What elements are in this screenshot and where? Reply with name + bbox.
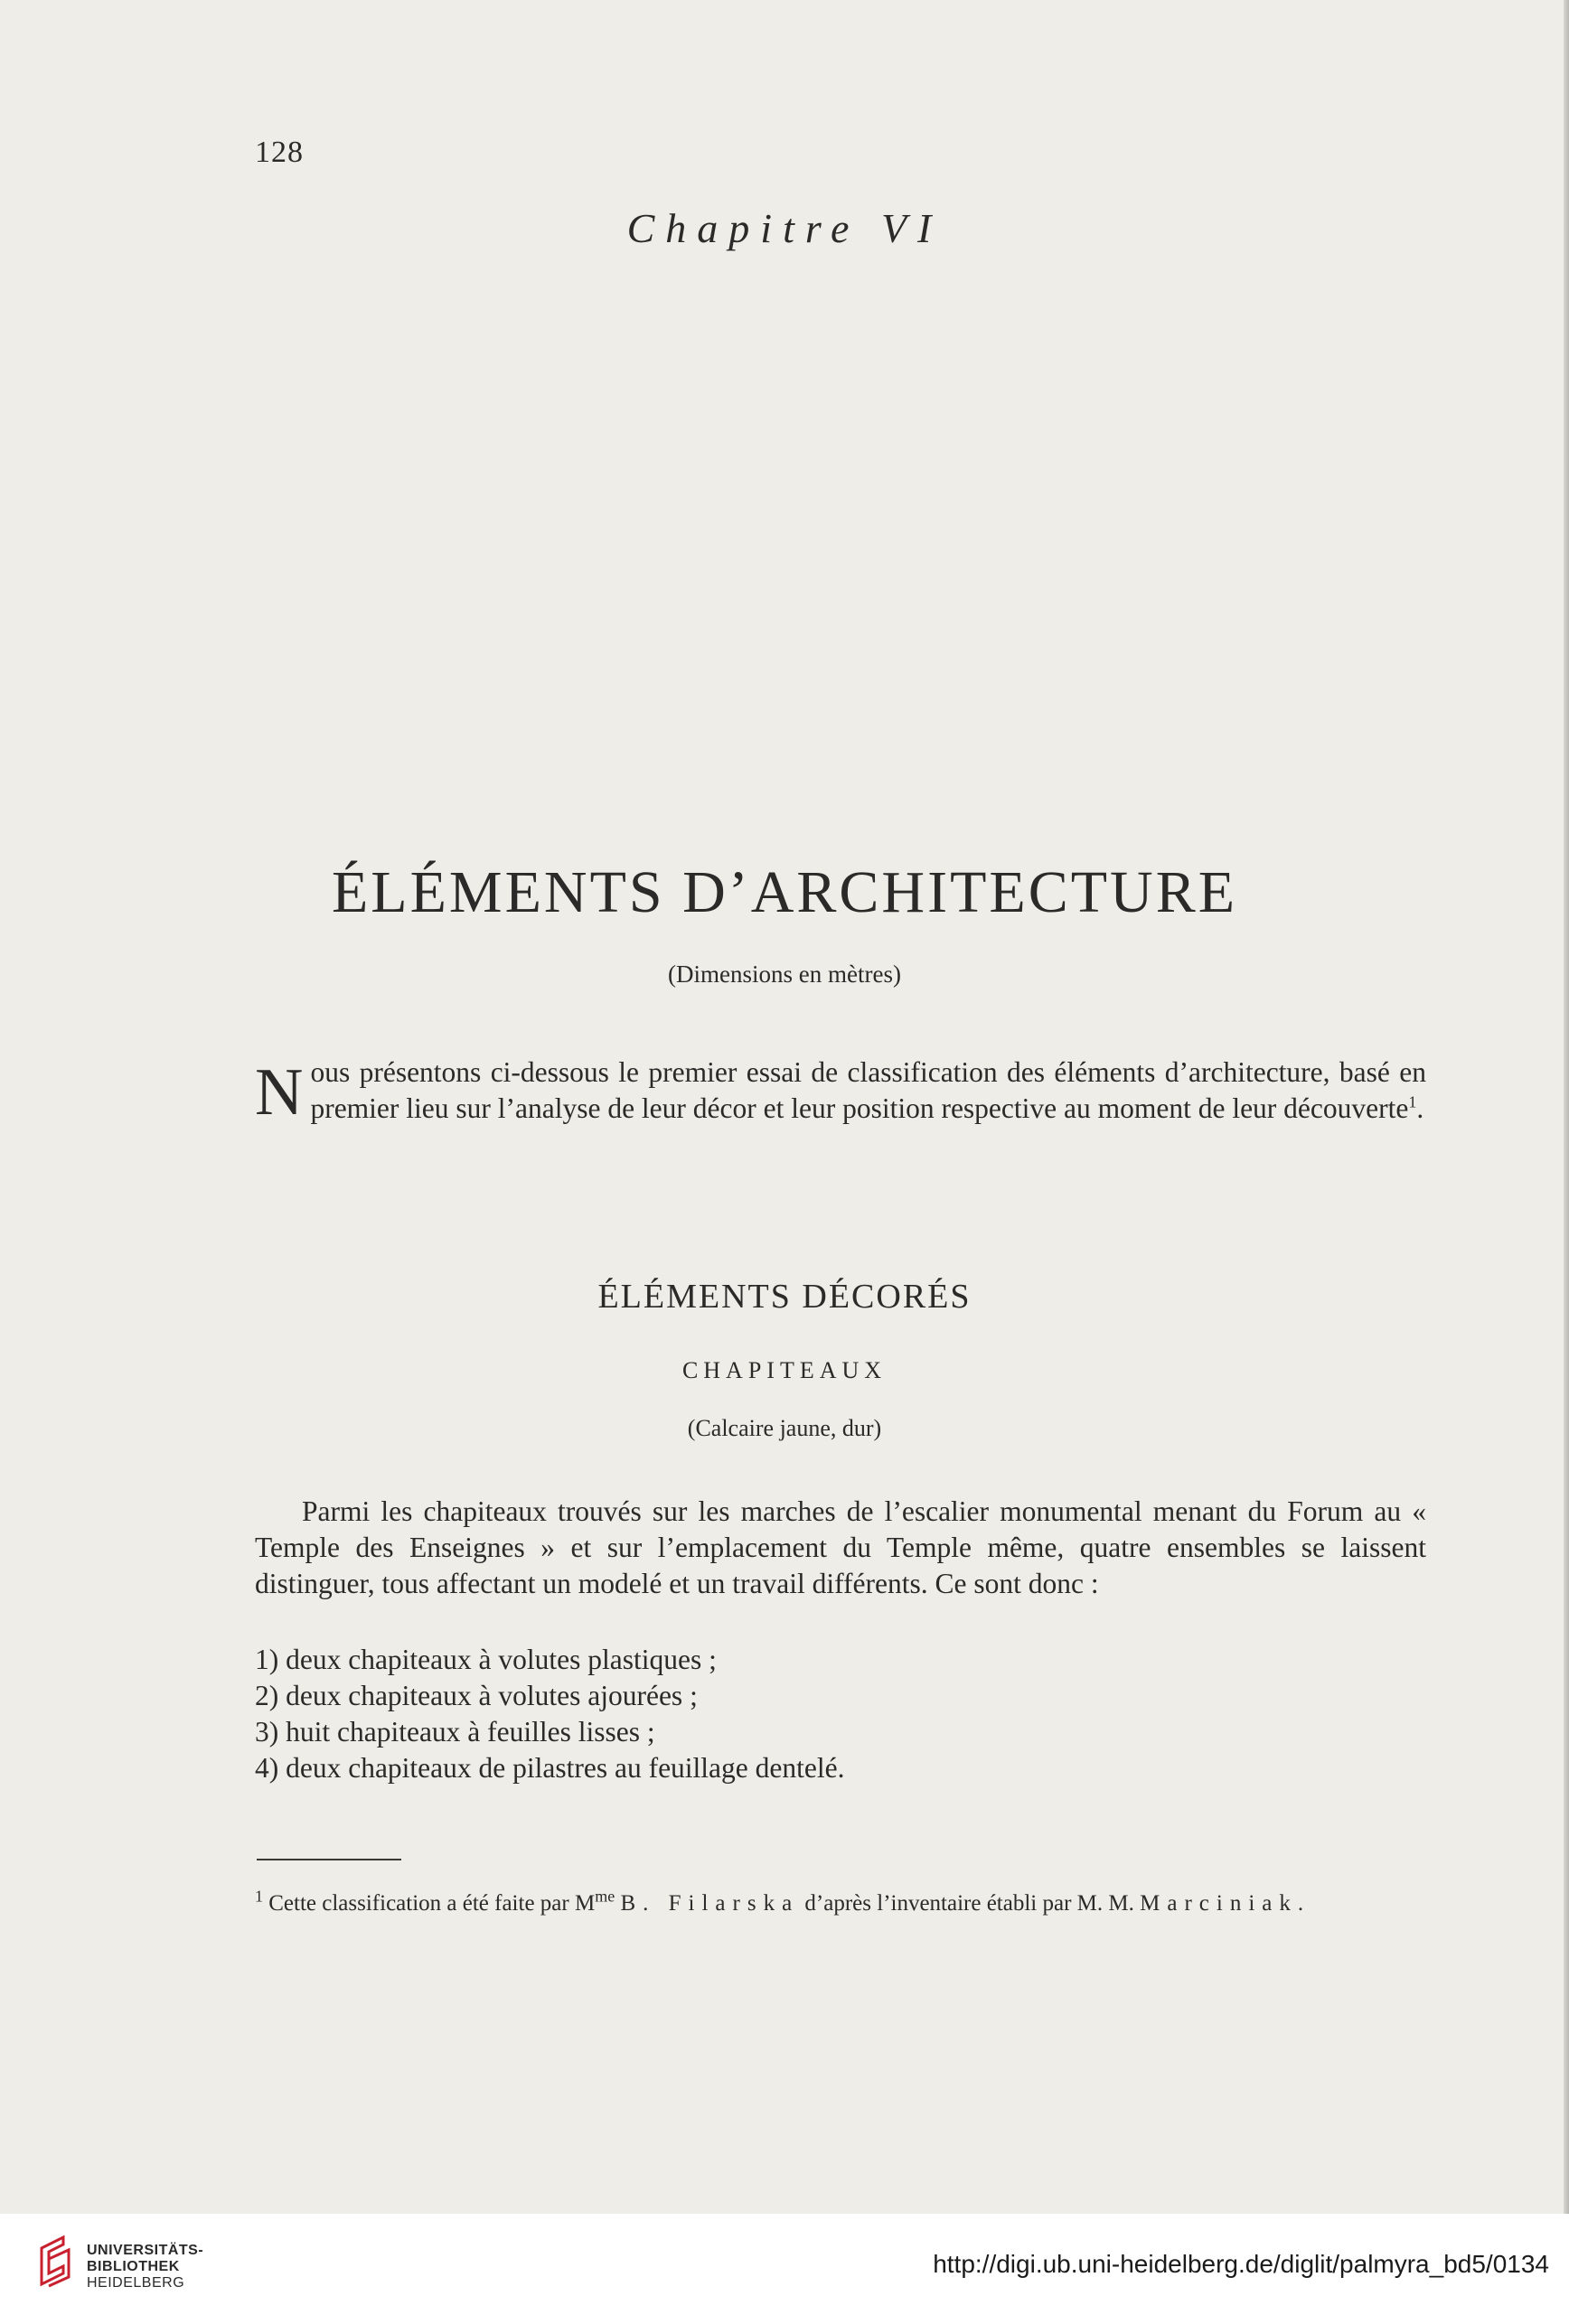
footnote bbox=[255, 1888, 1426, 1919]
page-number: 128 bbox=[255, 136, 304, 169]
intro-end: . bbox=[1416, 1092, 1424, 1124]
footnote-end: . bbox=[1297, 1891, 1304, 1916]
footnote-divider bbox=[257, 1859, 401, 1860]
list-item: 2) deux chapiteaux à volutes ajourées ; bbox=[255, 1680, 698, 1711]
subsection-note: (Calcaire jaune, dur) bbox=[687, 1415, 882, 1441]
footnote-author: B. Filarska bbox=[620, 1891, 800, 1916]
chapter-heading: Chapitre VI bbox=[626, 205, 943, 251]
footnote-author-2: Marciniak bbox=[1140, 1891, 1298, 1916]
body-paragraph: Parmi les chapiteaux trouvés sur les marches de l’escalier monumental menant du Forum au « Temple des Enseignes » et sur l’emplacement du Temple même, quatre ensembles se laissent distinguer, tous affectant un modelé et un travail différents. Ce sont donc : bbox=[255, 1495, 1426, 1599]
digitization-footer bbox=[0, 2214, 1569, 2324]
footnote-reference: 1 bbox=[1408, 1092, 1417, 1111]
drop-cap: N bbox=[255, 1055, 304, 1129]
library-name bbox=[87, 2243, 203, 2291]
footnote-text-2: d’après l’inventaire établi par M. M. bbox=[804, 1891, 1134, 1916]
page-title: ÉLÉMENTS D’ARCHITECTURE bbox=[331, 859, 1238, 925]
footnote-superscript: me bbox=[595, 1887, 615, 1906]
library-name-line: HEIDELBERG bbox=[87, 2275, 185, 2291]
capital-list bbox=[255, 1642, 844, 1786]
library-name-line: UNIVERSITÄTS- bbox=[87, 2243, 204, 2258]
list-item: 3) huit chapiteaux à feuilles lisses ; bbox=[255, 1716, 655, 1748]
page-edge-shadow bbox=[1564, 0, 1569, 2214]
footnote-marker: 1 bbox=[255, 1887, 263, 1906]
list-item: 1) deux chapiteaux à volutes plastiques ; bbox=[255, 1644, 717, 1675]
page-subtitle: (Dimensions en mètres) bbox=[668, 961, 901, 988]
section-heading: ÉLÉMENTS DÉCORÉS bbox=[597, 1278, 972, 1316]
intro-paragraph bbox=[255, 1054, 1426, 1127]
list-item: 4) deux chapiteaux de pilastres au feuillage dentelé. bbox=[255, 1752, 845, 1784]
library-logo-icon bbox=[36, 2234, 74, 2291]
intro-text: ous présentons ci-dessous le premier essai de classification des éléments d’architecture, basé en premier lieu sur l’analyse de leur décor et leur position respective au moment de leur découverte bbox=[310, 1056, 1426, 1124]
library-name-line: BIBLIOTHEK bbox=[87, 2259, 180, 2274]
subsection-heading: CHAPITEAUX bbox=[681, 1357, 888, 1383]
footnote-text: Cette classification a été faite par M bbox=[268, 1891, 596, 1916]
source-url-link[interactable]: http://digi.ub.uni-heidelberg.de/diglit/palmyra_bd5/0134 bbox=[933, 2250, 1549, 2278]
